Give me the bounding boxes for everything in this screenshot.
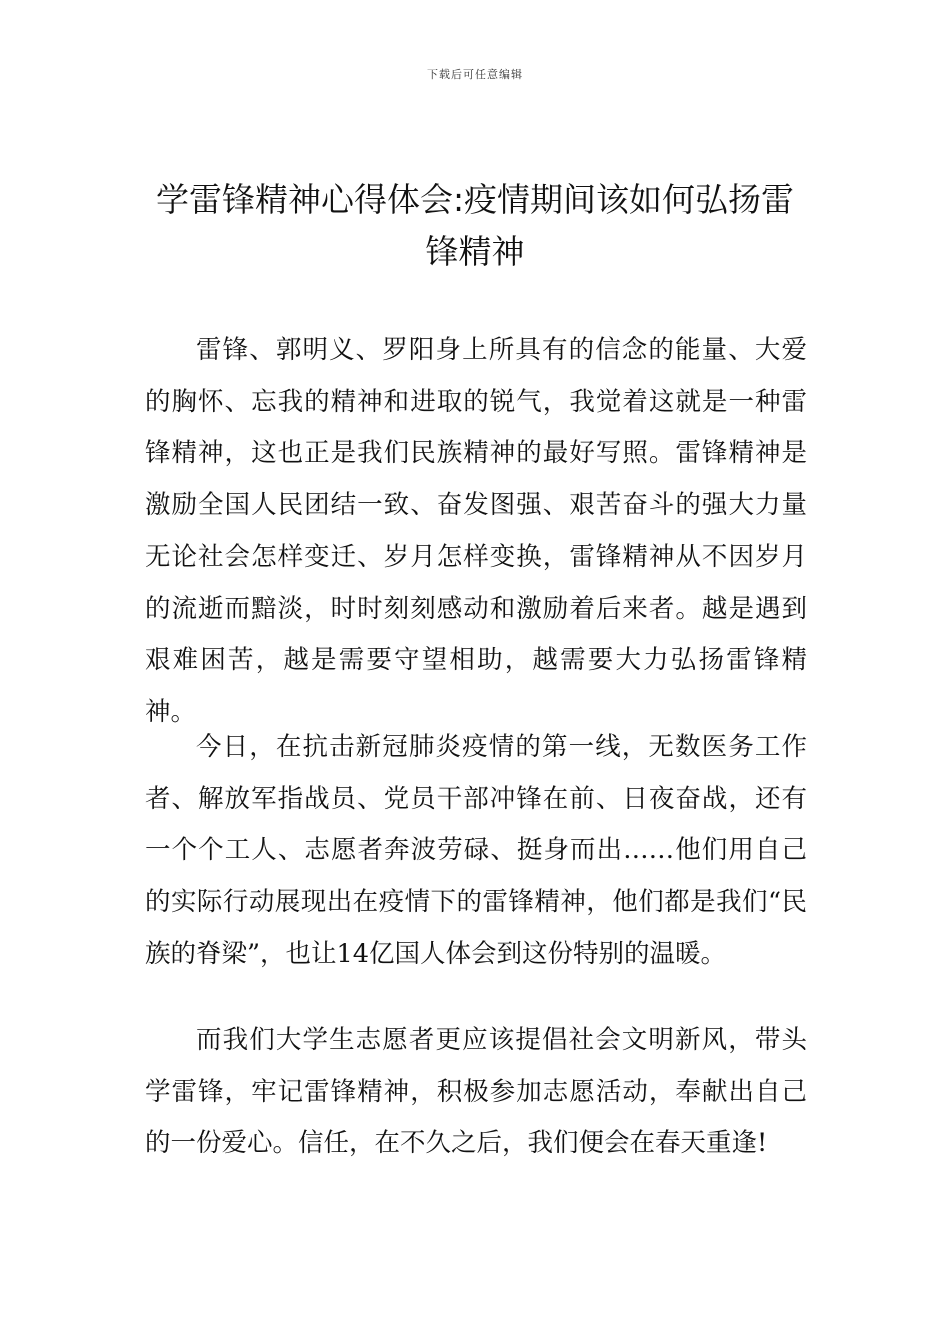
document-title: 学雷锋精神心得体会:疫情期间该如何弘扬雷锋精神 [155, 180, 795, 271]
body-paragraph-2: 今日，在抗击新冠肺炎疫情的第一线，无数医务工作者、解放军指战员、党员干部冲锋在前、日夜奋战，还有一个个工人、志愿者奔波劳碌、挺身而出……他们用自己的实际行动展现出在疫情下的雷锋精神，他们都是我们“民族的脊梁”，也让14亿国人体会到这份特别的温暖。 [145, 732, 807, 969]
body-paragraph-3: 而我们大学生志愿者更应该提倡社会文明新风，带头学雷锋，牢记雷锋精神，积极参加志愿活动，奉献出自己的一份爱心。信任，在不久之后，我们便会在春天重逢! [145, 1025, 807, 1159]
page-header-note: 下载后可任意编辑 [427, 68, 523, 81]
body-paragraph-1: 雷锋、郭明义、罗阳身上所具有的信念的能量、大爱的胸怀、忘我的精神和进取的锐气，我觉着这就是一种雷锋精神，这也正是我们民族精神的最好写照。雷锋精神是激励全国人民团结一致、奋发图强、艰苦奋斗的强大力量无论社会怎样变迁、岁月怎样变换，雷锋精神从不因岁月的流逝而黯淡，时时刻刻感动和激励着后来者。越是遇到艰难困苦，越是需要守望相助，越需要大力弘扬雷锋精神。 [145, 335, 807, 727]
